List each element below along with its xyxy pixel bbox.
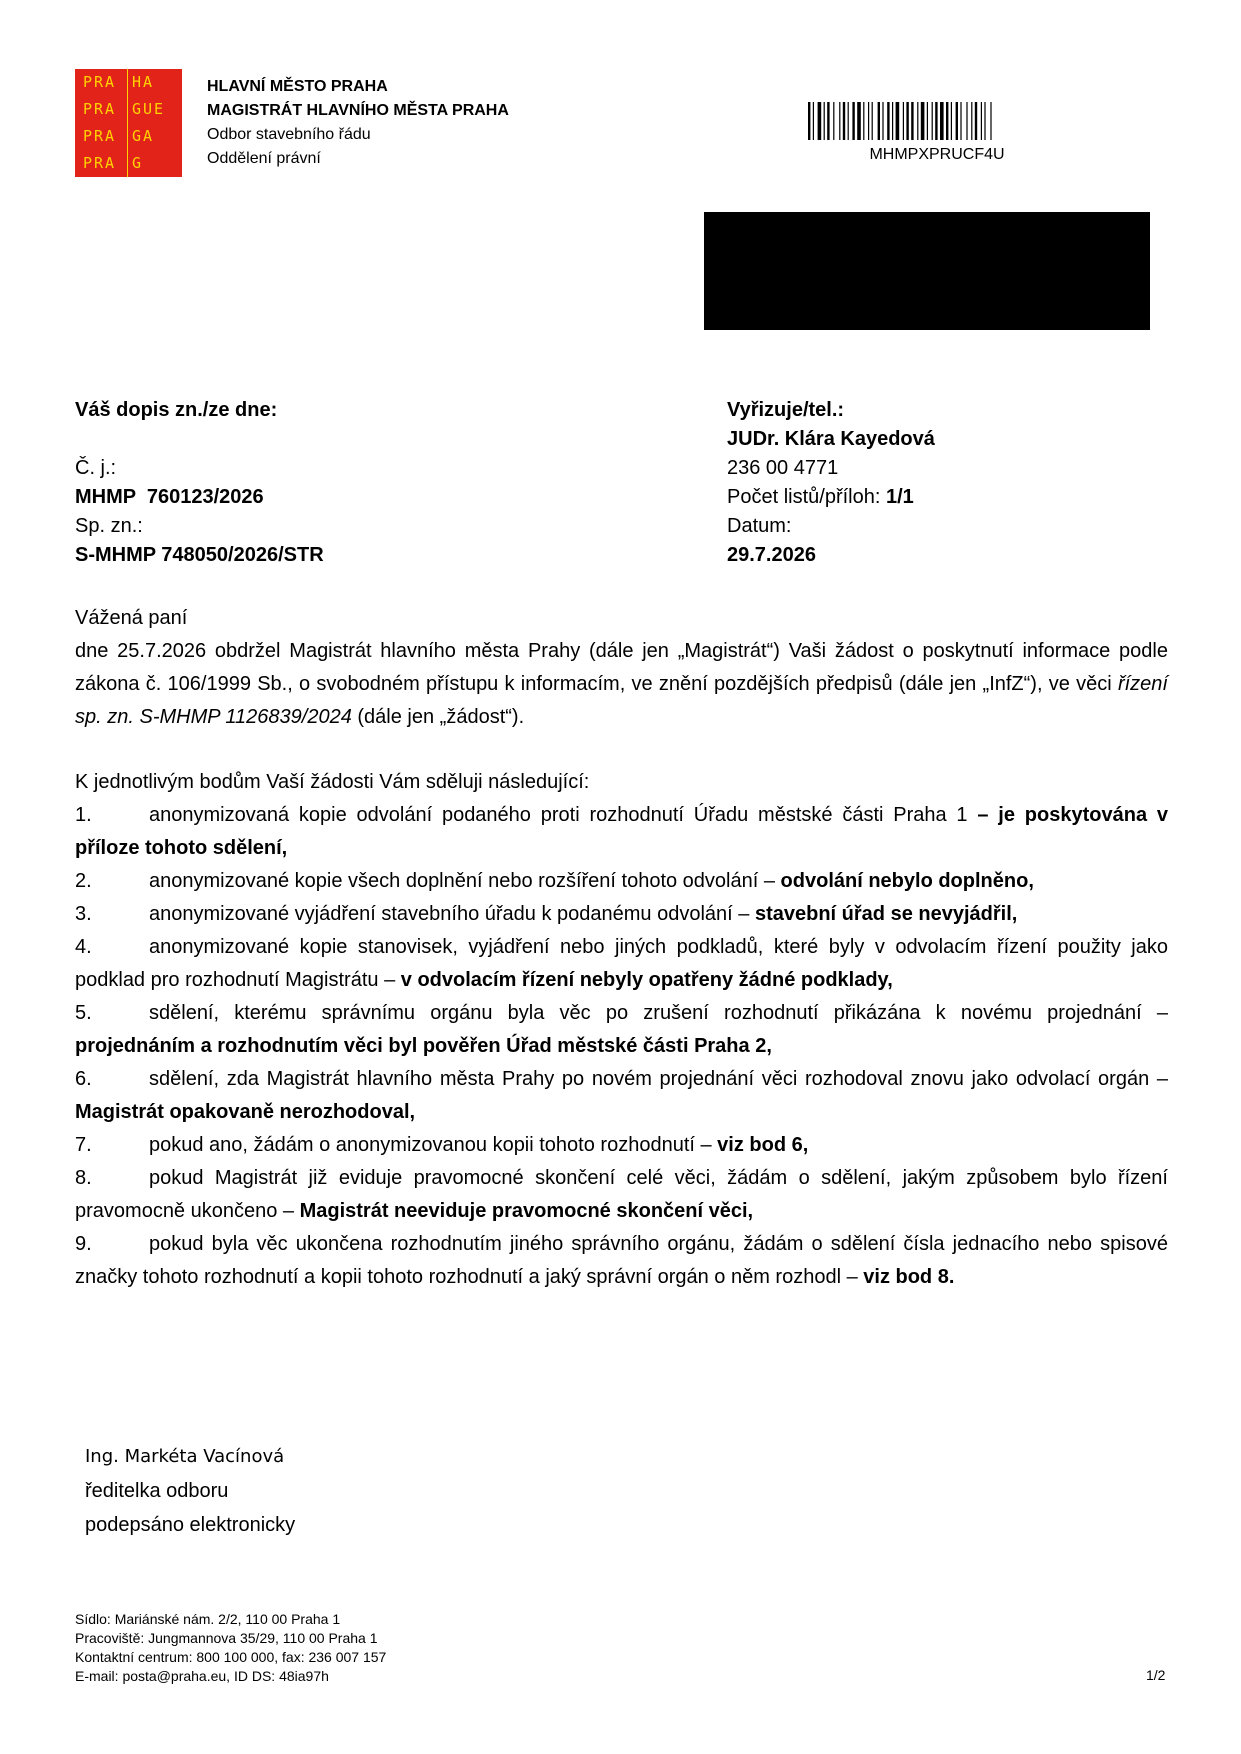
item-request: anonymizované vyjádření stavebního úřadu k podanému odvolání – xyxy=(149,903,755,925)
header-section: Oddělení právní xyxy=(207,150,321,167)
signatory-name: Ing. Markéta Vacínová xyxy=(85,1446,285,1467)
footer-office: Pracoviště: Jungmannova 35/29, 110 00 Praha 1 xyxy=(75,1630,378,1646)
spzn-label: Sp. zn.: xyxy=(75,515,143,537)
logo-row xyxy=(75,150,182,177)
footer xyxy=(75,1610,386,1686)
handler-phone: 236 00 4771 xyxy=(727,457,839,479)
item-number: 1. xyxy=(75,804,92,826)
barcode-text: MHMPXPRUCF4U xyxy=(869,146,1005,163)
reference-block xyxy=(75,396,324,570)
footer-seat: Sídlo: Mariánské nám. 2/2, 110 00 Praha 1 xyxy=(75,1611,341,1627)
salutation: Vážená paní xyxy=(75,607,188,629)
item-number: 2. xyxy=(75,870,92,892)
item-answer: stavební úřad se nevyjádřil, xyxy=(754,903,1018,925)
logo-text: PRA xyxy=(83,154,117,172)
item-number: 6. xyxy=(75,1068,92,1090)
intro-text-end: (dále jen „žádost“). xyxy=(351,706,525,728)
praha-logo xyxy=(75,69,182,177)
logo-row xyxy=(75,96,182,123)
spzn-value: S-MHMP 748050/2026/STR xyxy=(75,544,324,566)
page-number: 1/2 xyxy=(1146,1667,1166,1683)
list-item xyxy=(75,997,1168,1063)
footer-contact: Kontaktní centrum: 800 100 000, fax: 236 007 157 xyxy=(75,1649,387,1665)
item-request: anonymizované kopie všech doplnění nebo rozšíření tohoto odvolání – xyxy=(149,870,781,892)
signature-block xyxy=(85,1440,295,1542)
list-item xyxy=(75,1129,1168,1162)
item-number: 9. xyxy=(75,1233,92,1255)
item-answer: viz bod 8. xyxy=(863,1266,955,1288)
list-item xyxy=(75,1228,1168,1294)
item-answer: Magistrát neeviduje pravomocné skončení věci, xyxy=(299,1200,754,1222)
handler-block xyxy=(727,396,935,570)
signatory-role: ředitelka odboru xyxy=(85,1480,229,1502)
item-answer: viz bod 6, xyxy=(717,1134,809,1156)
item-request: pokud ano, žádám o anonymizovanou kopii tohoto rozhodnutí – xyxy=(149,1134,718,1156)
item-number: 8. xyxy=(75,1167,92,1189)
item-request: anonymizované kopie stanovisek, vyjádření nebo jiných podkladů, které byly v odvolacím řízení použity jako podklad pro rozhodnutí Magistrátu – xyxy=(75,936,1168,991)
logo-text: GUE xyxy=(132,100,166,118)
logo-text: PRA xyxy=(83,100,117,118)
item-request: sdělení, kterému správnímu orgánu byla věc po zrušení rozhodnutí přikázána k novému projednání – xyxy=(149,1002,1168,1024)
item-answer: – je poskytována v příloze tohoto sdělení, xyxy=(75,804,1168,859)
sheets-label: Počet listů/příloh: xyxy=(727,486,886,508)
lead-sentence: K jednotlivým bodům Vaší žádosti Vám sděluji následující: xyxy=(75,771,590,793)
header-department: Odbor stavebního řádu xyxy=(207,126,371,143)
header-city: HLAVNÍ MĚSTO PRAHA xyxy=(207,78,388,95)
item-number: 4. xyxy=(75,936,92,958)
date-value: 29.7.2026 xyxy=(727,544,816,566)
item-answer: projednáním a rozhodnutím věci byl pověřen Úřad městské části Praha 2, xyxy=(75,1035,772,1057)
cj-value: MHMP 760123/2026 xyxy=(75,486,264,508)
item-answer: odvolání nebylo doplněno, xyxy=(780,870,1034,892)
list-item xyxy=(75,1063,1168,1129)
list-item xyxy=(75,931,1168,997)
handler-name: JUDr. Klára Kayedová xyxy=(727,428,935,450)
handler-label: Vyřizuje/tel.: xyxy=(727,399,845,421)
intro-text: dne 25.7.2026 obdržel Magistrát hlavního města Prahy (dále jen „Magistrát“) Vaši žádost o poskytnutí informace podle zákona č. 106/1999 Sb., o svobodném přístupu k informacím, ve znění pozdějších předpisů (dále jen „InfZ“), ve věci xyxy=(75,640,1168,695)
logo-text: G xyxy=(132,154,144,172)
list-item xyxy=(75,865,1168,898)
item-answer: Magistrát opakovaně nerozhodoval, xyxy=(75,1101,416,1123)
date-label: Datum: xyxy=(727,515,792,537)
item-request: pokud Magistrát již eviduje pravomocné skončení celé věci, žádám o sdělení, jakým způsobem bylo řízení pravomocně ukončeno – xyxy=(75,1167,1168,1222)
letter-body xyxy=(75,602,1168,1294)
signature-note: podepsáno elektronicky xyxy=(85,1514,296,1536)
logo-text: GA xyxy=(132,127,155,145)
header-magistrate: MAGISTRÁT HLAVNÍHO MĚSTA PRAHA xyxy=(207,102,509,119)
sheets-line xyxy=(727,483,935,512)
logo-text: HA xyxy=(132,73,155,91)
your-letter-label: Váš dopis zn./ze dne: xyxy=(75,399,278,421)
list-item xyxy=(75,898,1168,931)
redacted-address xyxy=(704,212,1150,330)
logo-row xyxy=(75,123,182,150)
list-item xyxy=(75,1162,1168,1228)
footer-email: E-mail: posta@praha.eu, ID DS: 48ia97h xyxy=(75,1668,329,1684)
intro-paragraph xyxy=(75,635,1168,734)
sheets-value: 1/1 xyxy=(885,486,914,508)
item-request: pokud byla věc ukončena rozhodnutím jiného správního orgánu, žádám o sdělení čísla jednacího nebo spisové značky tohoto rozhodnutí a kopii tohoto rozhodnutí a jaký správní orgán o něm rozhodl – xyxy=(75,1233,1168,1288)
logo-row xyxy=(75,69,182,96)
item-number: 5. xyxy=(75,1002,92,1024)
item-request: anonymizovaná kopie odvolání podaného proti rozhodnutí Úřadu městské části Praha 1 xyxy=(149,804,978,826)
item-number: 3. xyxy=(75,903,92,925)
item-request: sdělení, zda Magistrát hlavního města Prahy po novém projednání věci rozhodoval znovu jako odvolací orgán – xyxy=(149,1068,1168,1090)
intro-case-reference: řízení sp. zn. S-MHMP 1126839/2024 xyxy=(75,673,1168,728)
barcode xyxy=(808,102,1066,140)
logo-text: PRA xyxy=(83,73,117,91)
item-answer: v odvolacím řízení nebyly opatřeny žádné podklady, xyxy=(400,969,893,991)
item-number: 7. xyxy=(75,1134,92,1156)
cj-label: Č. j.: xyxy=(75,457,117,479)
logo-text: PRA xyxy=(83,127,117,145)
list-item xyxy=(75,799,1168,865)
